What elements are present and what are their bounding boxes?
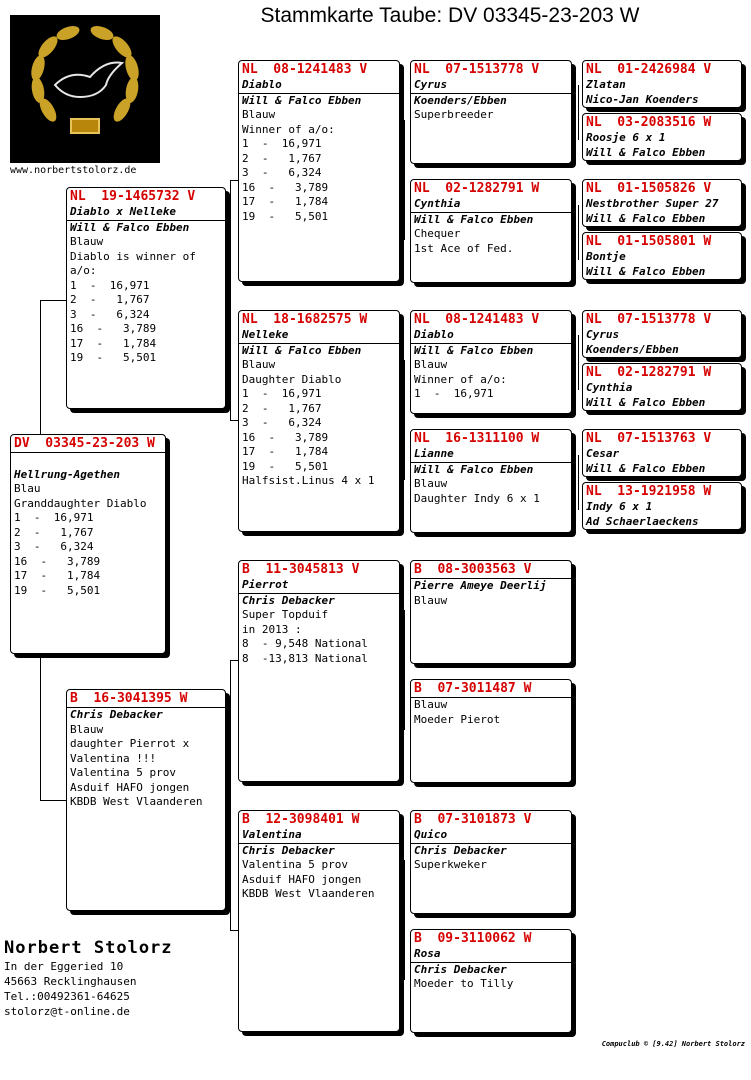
pigeon-card-fmm[interactable]: [410, 429, 572, 533]
pigeon-card-gen4[interactable]: [582, 179, 742, 227]
detail-line: 17 - 1,784: [14, 569, 101, 582]
owner-city: 45663 Recklinghausen: [4, 975, 137, 988]
spacer: [14, 453, 162, 468]
detail-line: Valentina !!!: [70, 751, 157, 765]
ring-number: NL 07-1513778 V: [414, 62, 540, 77]
detail-line: Blauw: [70, 722, 104, 736]
ring-number: NL 07-1513778 V: [586, 312, 712, 327]
owner-address: [4, 937, 173, 1019]
detail-line: 3 - 6,324: [70, 307, 150, 321]
breeder-name: Will & Falco Ebben: [414, 462, 534, 476]
connector: [578, 85, 579, 140]
detail-line: Diablo is winner of: [70, 249, 196, 263]
detail-line: Moeder to Tilly: [414, 977, 514, 990]
detail-line: KBDB West Vlaanderen: [70, 795, 203, 808]
page-title: Stammkarte Taube: DV 03345-23-203 W: [260, 4, 640, 27]
pigeon-card-gen4[interactable]: [582, 232, 742, 280]
detail-line: Superbreeder: [414, 108, 494, 121]
pigeon-card-ff[interactable]: [238, 60, 400, 282]
breeder-name: Will & Falco Ebben: [242, 93, 362, 107]
pigeon-name: Cynthia: [414, 197, 461, 210]
ring-number: NL 19-1465732 V: [70, 189, 196, 204]
detail-line: daughter Pierrot x: [70, 737, 190, 750]
detail-line: 3 - 6,324: [14, 540, 94, 553]
owner-email: stolorz@t-online.de: [4, 1005, 130, 1018]
ring-number: NL 18-1682575 W: [242, 312, 368, 327]
pigeon-name: Cesar: [586, 447, 620, 460]
pigeon-card-mfm[interactable]: [410, 679, 572, 783]
detail-line: Blauw: [414, 593, 448, 607]
connector: [230, 180, 238, 181]
ring-number: B 09-3110062 W: [414, 931, 532, 946]
pigeon-name: Cyrus: [586, 328, 620, 341]
ring-number: NL 02-1282791 W: [586, 365, 712, 380]
detail-line: in 2013 :: [242, 622, 302, 636]
detail-line: 16 - 3,789: [70, 322, 157, 335]
connector: [578, 455, 579, 510]
ring-number: NL 16-1311100 W: [414, 431, 540, 446]
breeder-name: Chris Debacker: [242, 843, 335, 857]
detail-line: 19 - 5,501: [242, 209, 329, 223]
detail-line: Super Topduif: [242, 608, 329, 621]
ring-number: NL 08-1241483 V: [242, 62, 368, 77]
detail-line: 19 - 5,501: [242, 459, 329, 473]
ring-number: NL 01-2426984 V: [586, 62, 712, 77]
pigeon-name: Indy 6 x 1: [586, 500, 653, 513]
pigeon-card-gen4[interactable]: [582, 113, 742, 161]
pigeon-card-mm[interactable]: [238, 810, 400, 1032]
breeder-name: Chris Debacker: [414, 843, 507, 857]
detail-line: Chequer: [414, 227, 461, 240]
pigeon-card-gen4[interactable]: [582, 429, 742, 477]
breeder-name: Pierre Ameye Deerlij: [414, 579, 547, 592]
connector: [40, 654, 41, 800]
pigeon-card-mmm[interactable]: [410, 929, 572, 1033]
ring-number: NL 07-1513763 V: [586, 431, 712, 446]
connector: [404, 610, 405, 730]
pigeon-card-mother[interactable]: [66, 689, 226, 911]
pigeon-name: Valentina: [242, 828, 302, 841]
detail-line: 8 - 9,548 National: [242, 637, 368, 650]
breeder-name: Will & Falco Ebben: [414, 212, 534, 226]
breeder-name: Chris Debacker: [242, 593, 335, 607]
detail-line: KBDB West Vlaanderen: [242, 887, 375, 900]
detail-line: Valentina 5 prov: [242, 858, 348, 871]
breeder-name: Will & Falco Ebben: [586, 461, 706, 475]
pigeon-card-ffm[interactable]: [410, 179, 572, 283]
ring-number: NL 08-1241483 V: [414, 312, 540, 327]
detail-line: Blauw: [70, 235, 104, 248]
detail-line: 1 - 16,971: [242, 387, 322, 400]
detail-line: 19 - 5,501: [70, 351, 157, 364]
pigeon-name: Zlatan: [586, 78, 626, 91]
detail-line: Daughter Diablo: [242, 372, 342, 386]
detail-line: 2 - 1,767: [242, 151, 322, 165]
pigeon-card-father[interactable]: [66, 187, 226, 409]
ring-number: B 11-3045813 V: [242, 562, 360, 577]
connector: [230, 180, 231, 420]
detail-line: 1 - 16,971: [242, 137, 322, 150]
pigeon-card-gen4[interactable]: [582, 363, 742, 411]
detail-line: 2 - 1,767: [70, 293, 150, 306]
detail-line: 16 - 3,789: [242, 180, 329, 194]
pigeon-name: Diablo: [242, 78, 282, 91]
ring-number: NL 02-1282791 W: [414, 181, 540, 196]
connector: [230, 660, 231, 930]
detail-line: 3 - 6,324: [242, 416, 322, 429]
detail-line: Moeder Pierot: [414, 712, 501, 726]
breeder-name: Koenders/Ebben: [586, 342, 679, 356]
breeder-name: Chris Debacker: [414, 962, 507, 976]
ring-number: B 07-3101873 V: [414, 812, 532, 827]
pigeon-name: Hellrung-Agethen: [14, 467, 120, 481]
detail-line: 2 - 1,767: [14, 525, 94, 539]
detail-line: 17 - 1,784: [242, 445, 329, 458]
connector: [40, 800, 66, 801]
detail-line: 16 - 3,789: [14, 554, 101, 568]
connector: [404, 120, 405, 240]
breeder-name: Will & Falco Ebben: [414, 343, 534, 357]
pigeon-name: Pierrot: [242, 578, 289, 591]
owner-phone: Tel.:00492361-64625: [4, 990, 130, 1003]
detail-line: 1 - 16,971: [414, 387, 494, 400]
pigeon-name: Diablo x Nelleke: [70, 205, 176, 218]
pigeon-name: Bontje: [586, 250, 626, 263]
owner-name: Norbert Stolorz: [4, 938, 173, 958]
breeder-name: Will & Falco Ebben: [242, 343, 362, 357]
pigeon-name: Cynthia: [586, 381, 633, 394]
connector: [230, 420, 238, 421]
website-url: www.norbertstolorz.de: [10, 165, 137, 176]
detail-line: Valentina 5 prov: [70, 766, 176, 779]
breeder-name: Ad Schaerlaeckens: [586, 514, 699, 528]
connector: [578, 205, 579, 260]
pigeon-card-mf[interactable]: [238, 560, 400, 782]
detail-line: Asduif HAFO jongen: [242, 872, 362, 886]
pigeon-card-subject[interactable]: [10, 434, 166, 654]
detail-line: Blauw: [414, 477, 448, 490]
detail-line: Blauw: [414, 358, 448, 371]
pigeon-card-fmf[interactable]: [410, 310, 572, 414]
ring-number: B 07-3011487 W: [414, 681, 532, 696]
club-logo: [10, 15, 160, 163]
detail-line: 2 - 1,767: [242, 401, 322, 415]
pigeon-name: Cyrus: [414, 78, 448, 91]
ring-number: B 12-3098401 W: [242, 812, 360, 827]
footer-credit: Compuclub © [9.42] Norbert Stolorz: [601, 1040, 745, 1048]
detail-line: Superkweker: [414, 858, 487, 871]
breeder-name: Will & Falco Ebben: [586, 395, 706, 409]
breeder-name: Will & Falco Ebben: [586, 211, 706, 225]
detail-line: 1 - 16,971: [70, 278, 150, 292]
ring-number: B 16-3041395 W: [70, 691, 188, 706]
detail-line: Blau: [14, 482, 41, 495]
detail-line: 1st Ace of Fed.: [414, 241, 514, 255]
detail-line: 8 -13,813 National: [242, 651, 368, 665]
connector: [40, 300, 66, 301]
ring-number: NL 01-1505826 V: [586, 181, 712, 196]
pigeon-name: Lianne: [414, 447, 454, 460]
connector: [404, 360, 405, 480]
ring-number: DV 03345-23-203 W: [14, 436, 155, 451]
breeder-name: Will & Falco Ebben: [586, 145, 706, 159]
pigeon-name: Diablo: [414, 328, 454, 341]
detail-line: Blauw: [414, 698, 448, 711]
breeder-name: Nico-Jan Koenders: [586, 92, 699, 106]
pigeon-card-mmf[interactable]: [410, 810, 572, 914]
detail-line: 3 - 6,324: [242, 166, 322, 179]
detail-line: 1 - 16,971: [14, 511, 94, 524]
pigeon-card-mff[interactable]: [410, 560, 572, 664]
detail-line: Halfsist.Linus 4 x 1: [242, 474, 375, 487]
detail-line: Blauw: [242, 358, 276, 371]
breeder-name: Will & Falco Ebben: [70, 220, 190, 234]
pigeon-name: Quico: [414, 828, 448, 841]
connector: [230, 930, 238, 931]
detail-line: Winner of a/o:: [414, 372, 507, 386]
pigeon-name: Nelleke: [242, 328, 289, 341]
breeder-name: Will & Falco Ebben: [586, 264, 706, 278]
pigeon-name: Rosa: [414, 947, 441, 960]
connector: [230, 660, 238, 661]
pigeon-name: Nestbrother Super 27: [586, 197, 719, 210]
breeder-name: Chris Debacker: [70, 708, 163, 721]
detail-line: 16 - 3,789: [242, 430, 329, 444]
pigeon-card-gen4[interactable]: [582, 482, 742, 530]
ring-number: NL 03-2083516 W: [586, 115, 712, 130]
detail-line: Winner of a/o:: [242, 122, 335, 136]
connector: [404, 860, 405, 980]
owner-street: In der Eggeried 10: [4, 960, 124, 973]
ring-number: NL 01-1505801 W: [586, 234, 712, 249]
detail-line: 17 - 1,784: [242, 195, 329, 208]
detail-line: 19 - 5,501: [14, 583, 101, 597]
detail-line: Daughter Indy 6 x 1: [414, 491, 540, 505]
detail-line: Blauw: [242, 108, 276, 121]
detail-line: a/o:: [70, 264, 97, 277]
ring-number: B 08-3003563 V: [414, 562, 532, 577]
detail-line: Granddaughter Diablo: [14, 496, 147, 510]
pigeon-name: Roosje 6 x 1: [586, 131, 666, 144]
connector: [40, 300, 41, 434]
pigeon-card-fff[interactable]: [410, 60, 572, 164]
breeder-name: Koenders/Ebben: [414, 93, 507, 107]
connector: [578, 335, 579, 390]
pigeon-card-gen4[interactable]: [582, 60, 742, 108]
ring-number: NL 13-1921958 W: [586, 484, 712, 499]
pigeon-card-gen4[interactable]: [582, 310, 742, 358]
pigeon-card-fm[interactable]: [238, 310, 400, 532]
detail-line: 17 - 1,784: [70, 336, 157, 350]
detail-line: Asduif HAFO jongen: [70, 780, 190, 794]
